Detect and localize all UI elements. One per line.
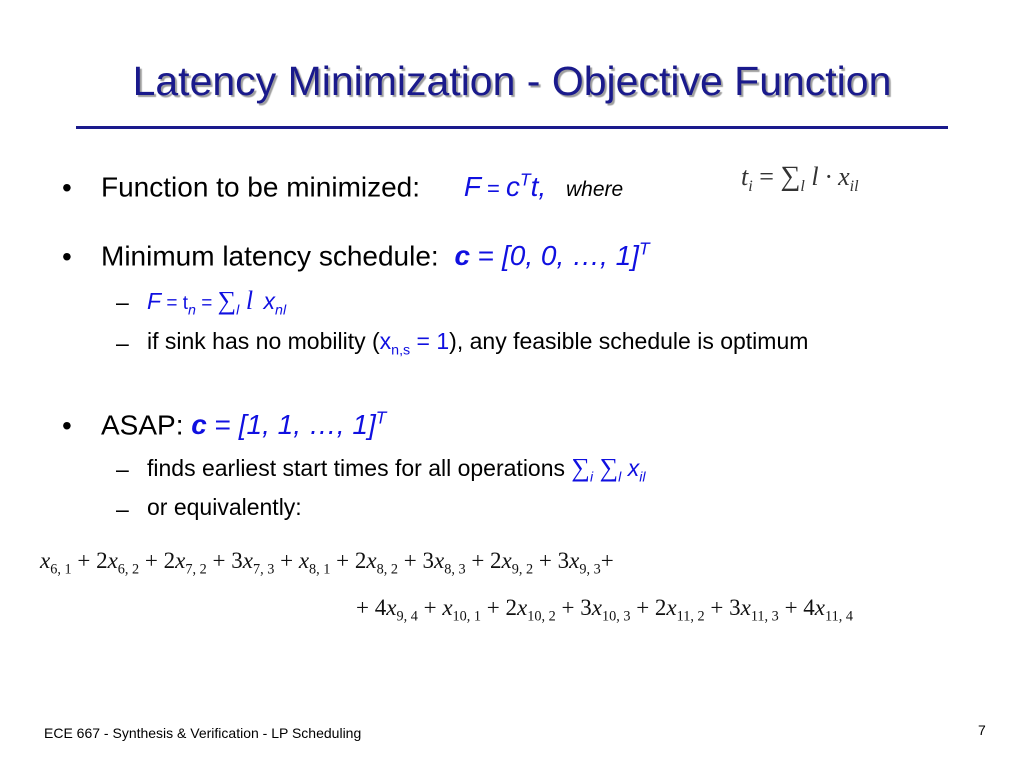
asap-equation-line-2 — [356, 595, 853, 626]
sub-earliest-line: finds earliest start times for all operations $\sum_i$ $\sum_l$ $x_{il}$ — [147, 453, 646, 486]
title-rule — [76, 126, 948, 129]
bullet-marker: • — [62, 241, 72, 272]
equation-term: + $3x_{10, 3}$ — [555, 595, 631, 625]
equation-term: + $3x_{7, 3}$ — [206, 548, 275, 578]
equation-term: + $2x_{10, 2}$ — [481, 595, 556, 625]
equation-term: + $2x_{6, 2}$ — [71, 548, 140, 578]
where-label: where — [565, 178, 624, 202]
equation-term: + $2x_{8, 2}$ — [330, 548, 398, 578]
sub-marker: – — [116, 496, 129, 522]
equation-term: + $x_{10, 1}$ — [417, 595, 482, 625]
sub-equivalent-line: or equivalently: — [147, 494, 302, 520]
sub-mobility-line: if sink has no mobility $(x_{n,s} = 1)$, any feasible schedule is optimum — [147, 328, 809, 359]
schedule-vector: c = [0, 0, …, 1]$^T$ — [454, 239, 650, 272]
equation-term: + $2x_{9, 2}$ — [465, 548, 534, 578]
ti-formula-image: $t_i = \sum_l$ $l \cdot x_{il}$ — [741, 161, 859, 196]
equation-term: + $3x_{11, 3}$ — [704, 595, 779, 625]
equation-term: $x_{6, 1}$ — [40, 548, 72, 578]
sub-marker: – — [116, 330, 129, 356]
bullet-text: ASAP: — [101, 409, 184, 441]
bullet-asap-line — [101, 408, 386, 441]
bullet-function-line — [101, 170, 623, 203]
bullet-latency-line — [101, 239, 650, 272]
equation-term: + $4x_{11, 4}$ — [778, 595, 853, 625]
asap-vector: c = [1, 1, …, 1]$^T$ — [191, 408, 387, 441]
footer-text: ECE 667 - Synthesis & Verification - LP Scheduling — [44, 725, 362, 741]
objective-formula: $F = c^Tt$, — [463, 170, 547, 203]
equation-term: + $3x_{8, 3}$ — [397, 548, 466, 578]
equation-term: + $x_{8, 1}$ — [274, 548, 331, 578]
equation-term: + $2x_{7, 2}$ — [139, 548, 207, 578]
page-number: 7 — [978, 722, 986, 738]
slide-title: Latency Minimization - Objective Function — [132, 58, 892, 104]
equation-term: + $2x_{11, 2}$ — [630, 595, 705, 625]
sub-marker: – — [116, 456, 129, 482]
bullet-text: Function to be minimized: — [101, 171, 421, 203]
sub-formula-line: $F = t_n = \sum_l$ l $x_{nl}$ — [147, 286, 287, 319]
bullet-marker: • — [62, 172, 72, 203]
bullet-text: Minimum latency schedule: — [101, 240, 439, 272]
equation-term: + — [600, 548, 614, 573]
equation-term: + $4x_{9, 4}$ — [356, 595, 418, 625]
sub-marker: – — [116, 289, 129, 315]
bullet-marker: • — [62, 410, 72, 441]
asap-equation-line-1 — [40, 548, 614, 579]
equation-term: + $3x_{9, 3}$ — [533, 548, 601, 578]
